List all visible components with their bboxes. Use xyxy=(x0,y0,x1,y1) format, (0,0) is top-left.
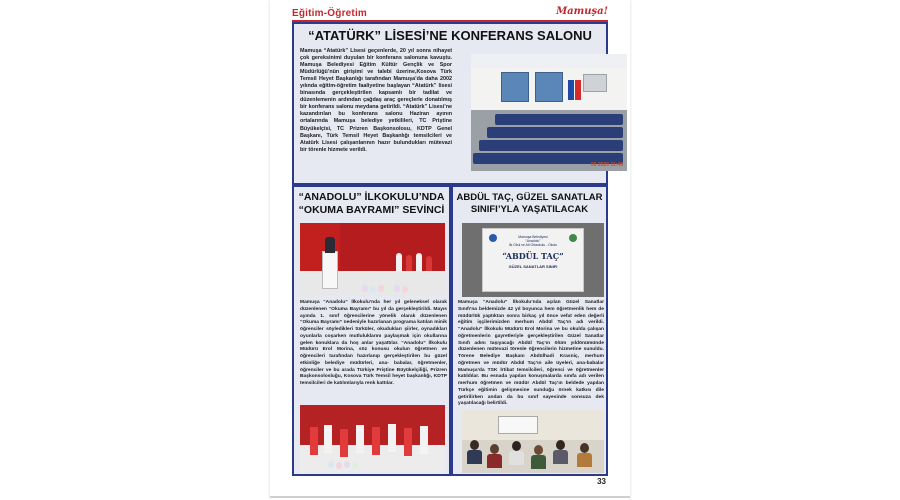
article-reading-festival xyxy=(292,185,451,476)
children-performance-photo xyxy=(300,405,445,474)
conference-hall-photo xyxy=(471,54,627,171)
ceremony-audience-photo xyxy=(462,410,604,473)
magazine-page xyxy=(270,0,630,500)
flag-icon xyxy=(568,80,574,100)
footer-divider xyxy=(270,496,630,498)
page-number: 33 xyxy=(597,477,606,486)
article-body: Mamuşa “Anadolu” İlkokulu’nda her yıl geleneksel olarak düzenlenen “Okuma Bayramı” bu yıl da gerçekleştirildi. Mayıs ayında 1. sınıf öğrencilerine yönelik olarak düzenlenen “Okuma Bayramı” nedeniyle hazırlanan programa katılan minik öğrenciler söyledikleri türküler, okudukları şiirler, oynadıkları oyunlarla coşarken mutluluklarını paylaşmak için okullarına gelen konuklara da hoş anlar yaşattılar. “Anadolu” İlkokulu Müdürü Erol Morina, söz konusu okulun öğretmen ve öğrencileri tarafından hazırlanıp gerçekleştirilen bu güzel etkinliğe belediye müdürleri, ana- babalar, öğretmenler, öğrenciler ve bu arada Türkiye Priştine Büyükelçiliği, Prizren Başkonsolosluğu, Kosova Türk Temsil heyet başkanlığı, KDTP temsilcileri de katılımlarıyla renk kattılar. xyxy=(300,300,447,386)
article-fine-arts-class xyxy=(451,185,608,476)
article-body: Mamuşa “Anadolu” İlkokulu’nda açılan Güzel Sanatlar Sınıfı’na beldemizde 42 yıl boyunca hem öğretmenlik hem de müdürlük yaptıktan sonra birkaç yıl önce vefat eden değerli eğitim işçilerimizden merhum Abdül Taç’ın adı verildi. “Anadolu” İlkokulu Müdürü Erol Morina ve bu okulda çalışan öğretmenlerin gayretleriyle gerçekleştirilen Güzel Sanatlar Sınıfı adını taşıyacağı Abdül Taç’ın ölüm yıldönümünde düzenlenen mütevazi törenle öğrencilerin hizmetine sunuldu. Törene Belediye Başkanı Abdülhadi Krasniç, merhum öğretmen ve müdür Abdül Taç’ın aile üyeleri, ana-babalar Mamuşa’da TSK İrtibat temsilcileri, öğrenci ve öğretmenler katıldılar. Bu esnada yapılan konuşmalarda sınıfa adı verilen merhum öğretmen ve müdür Abdül Taç’ın beldede yapılan Türkçe eğitimin gelişmesine sunduğu örnek katkısı dile getirilirken andan da bu sınıf sayesinde sonsuza dek yaşatılacağı belirtildi. xyxy=(458,300,604,407)
ceremony-stage-photo xyxy=(300,223,445,296)
brand-logo: Mamuşa! xyxy=(556,6,608,17)
photo-timestamp: 06 2020 11:45 xyxy=(591,162,623,168)
article-title: “ANADOLU” İLKOKULU’NDA “OKUMA BAYRAMI” SEVİNCİ xyxy=(298,191,445,216)
memorial-plaque-photo xyxy=(462,223,604,297)
section-label: Eğitim-Öğretim xyxy=(292,8,368,19)
projection-screen xyxy=(583,74,607,92)
article-title: “ATATÜRK” LİSESİ’NE KONFERANS SALONU xyxy=(308,28,592,43)
article-conference-hall xyxy=(292,22,623,185)
plaque-title: “ABDÜL TAÇ” xyxy=(502,251,564,261)
plaque-subtitle: GÜZEL SANATLAR SINIFI xyxy=(508,264,558,269)
memorial-plaque: Mamuşa Belediyesi “Anadolu” İlk Okul ve Alt Ortaokulu - Okulu “ABDÜL TAÇ” GÜZEL SANATLAR SINIFI xyxy=(482,228,584,292)
article-title: ABDÜL TAÇ, GÜZEL SANATLAR SINIFI’YLA YAŞATILACAK xyxy=(456,192,603,215)
flag-icon xyxy=(575,80,581,100)
podium xyxy=(322,251,338,289)
article-body: Mamuşa “Atatürk” Lisesi geçenlerde, 20 yıl sonra nihayet çok gereksinimi duyulan bir konferans salonuna kavuştu. Mamuşa Belediyesi Eğitim Kültür Gençlik ve Spor Müdürlüğü’nün girişimi ve talebi üzerine,Kosova Türk Temsil Heyet Başkanlığı tarafından Mamuşa’da daha 2002 yılında eğitim-öğretim faaliyetine başlayan “Atatürk” lisesi binasında gerçekleştirilen kapsamlı bir tadilat ve düzenlemenin ardından çağdaş araç gereçlerle donatılmış bir konferans salonu meydana getirildi. “Atatürk” Lisesi’ne kazandırılan bu konferans salonu Haziran ayının ortalarında Mamuşa belediye yetkilileri, TC Priştine Büyükelçisi, TC Prizren Başkonsolosu, KDTP Genel Başkanı, Türk Temsil Heyet Başkanlığı temsilcileri ve Atatürk Lisesi çalışanlarının hazır bulundukları mütevazi bir törenle hizmete verildi. xyxy=(300,48,452,153)
whiteboard xyxy=(498,416,538,434)
